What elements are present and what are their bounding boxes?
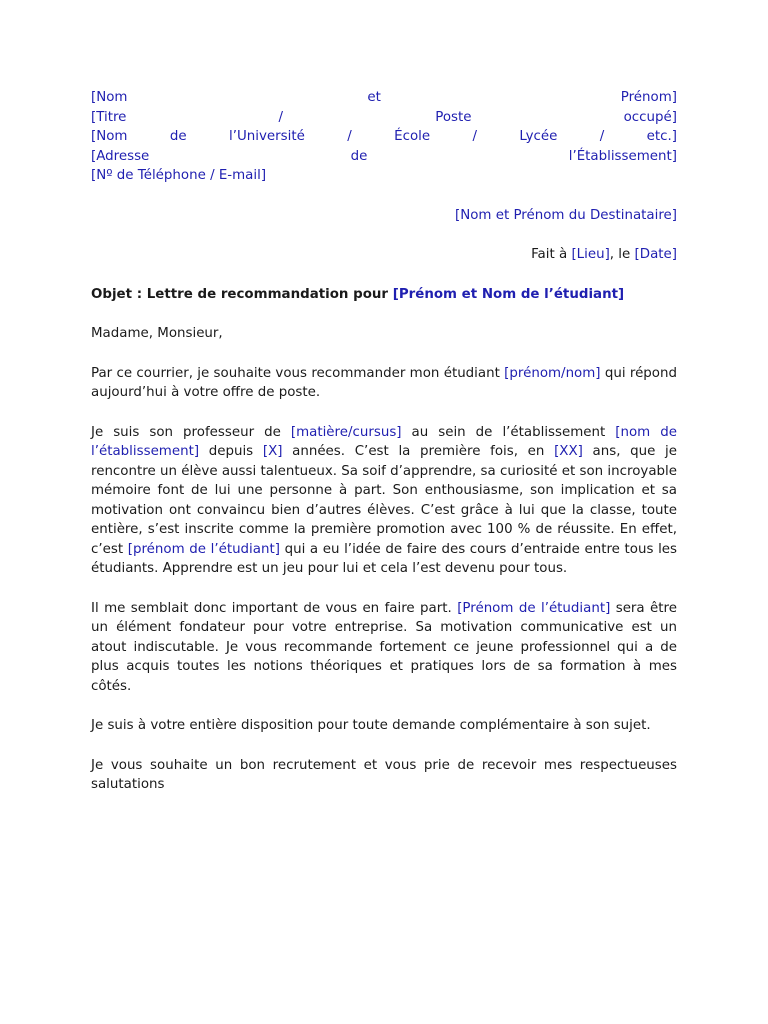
- place-date-middle: , le: [609, 247, 635, 262]
- paragraph-text: depuis: [199, 444, 263, 459]
- placeholder-subject: [matière/cursus]: [290, 424, 402, 440]
- recipient-name: [Nom et Prénom du Destinataire]: [454, 207, 677, 223]
- paragraph-text: Je suis son professeur de: [91, 424, 291, 440]
- subject-prefix: Objet : Lettre de recommandation pour: [91, 286, 393, 302]
- closing-paragraph: Je vous souhaite un bon recrutement et vous prie de recevoir mes respectueuses salutations: [91, 757, 677, 792]
- paragraph-text: Par ce courrier, je souhaite vous recommander mon étudiant: [91, 365, 505, 381]
- placeholder-institution: [nom de l’établissement]: [91, 424, 677, 459]
- placeholder-student: [prénom/nom]: [504, 365, 601, 381]
- paragraph-text: au sein de l’établissement: [401, 424, 616, 440]
- subject-student-name: [Prénom et Nom de l’étudiant]: [392, 286, 625, 302]
- placeholder-years: [X]: [262, 444, 283, 459]
- placeholder-career-years: [XX]: [554, 444, 583, 459]
- paragraph-text: années. C’est la première fois, en: [282, 444, 555, 459]
- paragraph-text: sera être un élément fondateur pour votre entreprise. Sa motivation communicative est un atout indiscutable. Je vous recommande fortement ce jeune professionnel qui a de plus acquis toutes les notions théoriques et pratiques lors de sa formation à mes côtés.: [91, 600, 677, 694]
- paragraph-3: [91, 599, 677, 697]
- place-placeholder: [Lieu]: [571, 247, 610, 262]
- place-date-prefix: Fait à: [531, 247, 572, 262]
- salutation: Madame, Monsieur,: [91, 326, 223, 341]
- sender-contact: [Nº de Téléphone / E-mail]: [91, 168, 267, 183]
- paragraph-text: ans, que je rencontre un élève aussi talentueux. Sa soif d’apprendre, sa curiosité et son incroyable mémoire font de lui une personne à part. Son enthousiasme, son implication et sa motivation ont convaincu bien d’autres élèves. C’est grâce à lui que la classe, toute entière, s’est inscrite comme la première promotion avec 100 % de réussite. En effet, c’est: [91, 444, 678, 557]
- placeholder-student-firstname: [Prénom de l’étudiant]: [457, 600, 611, 616]
- paragraph-text: qui répond aujourd’hui à votre offre de poste.: [91, 365, 677, 400]
- sender-address: [Adresse de l’Établissement]: [91, 148, 677, 164]
- place-date-line: [91, 245, 677, 265]
- sender-institution: [Nom de l’Université / École / Lycée / etc.]: [91, 129, 677, 144]
- paragraph-1: [91, 364, 677, 403]
- sender-block: [91, 88, 677, 186]
- subject-line: [91, 285, 677, 305]
- date-placeholder: [Date]: [634, 247, 677, 262]
- sender-title: [Titre / Poste occupé]: [91, 109, 677, 125]
- sender-name: [Nom et Prénom]: [91, 90, 677, 105]
- letter-body: [91, 88, 677, 795]
- paragraph-2: [91, 423, 677, 579]
- paragraph-4: Je suis à votre entière disposition pour toute demande complémentaire à son sujet.: [91, 718, 651, 733]
- placeholder-student-firstname: [prénom de l’étudiant]: [127, 541, 280, 557]
- paragraph-text: Il me semblait donc important de vous en faire part.: [91, 600, 458, 616]
- paragraph-text: qui a eu l’idée de faire des cours d’entraide entre tous les étudiants. Apprendre est un jeu pour lui et cela l’est devenu pour tous.: [91, 541, 678, 576]
